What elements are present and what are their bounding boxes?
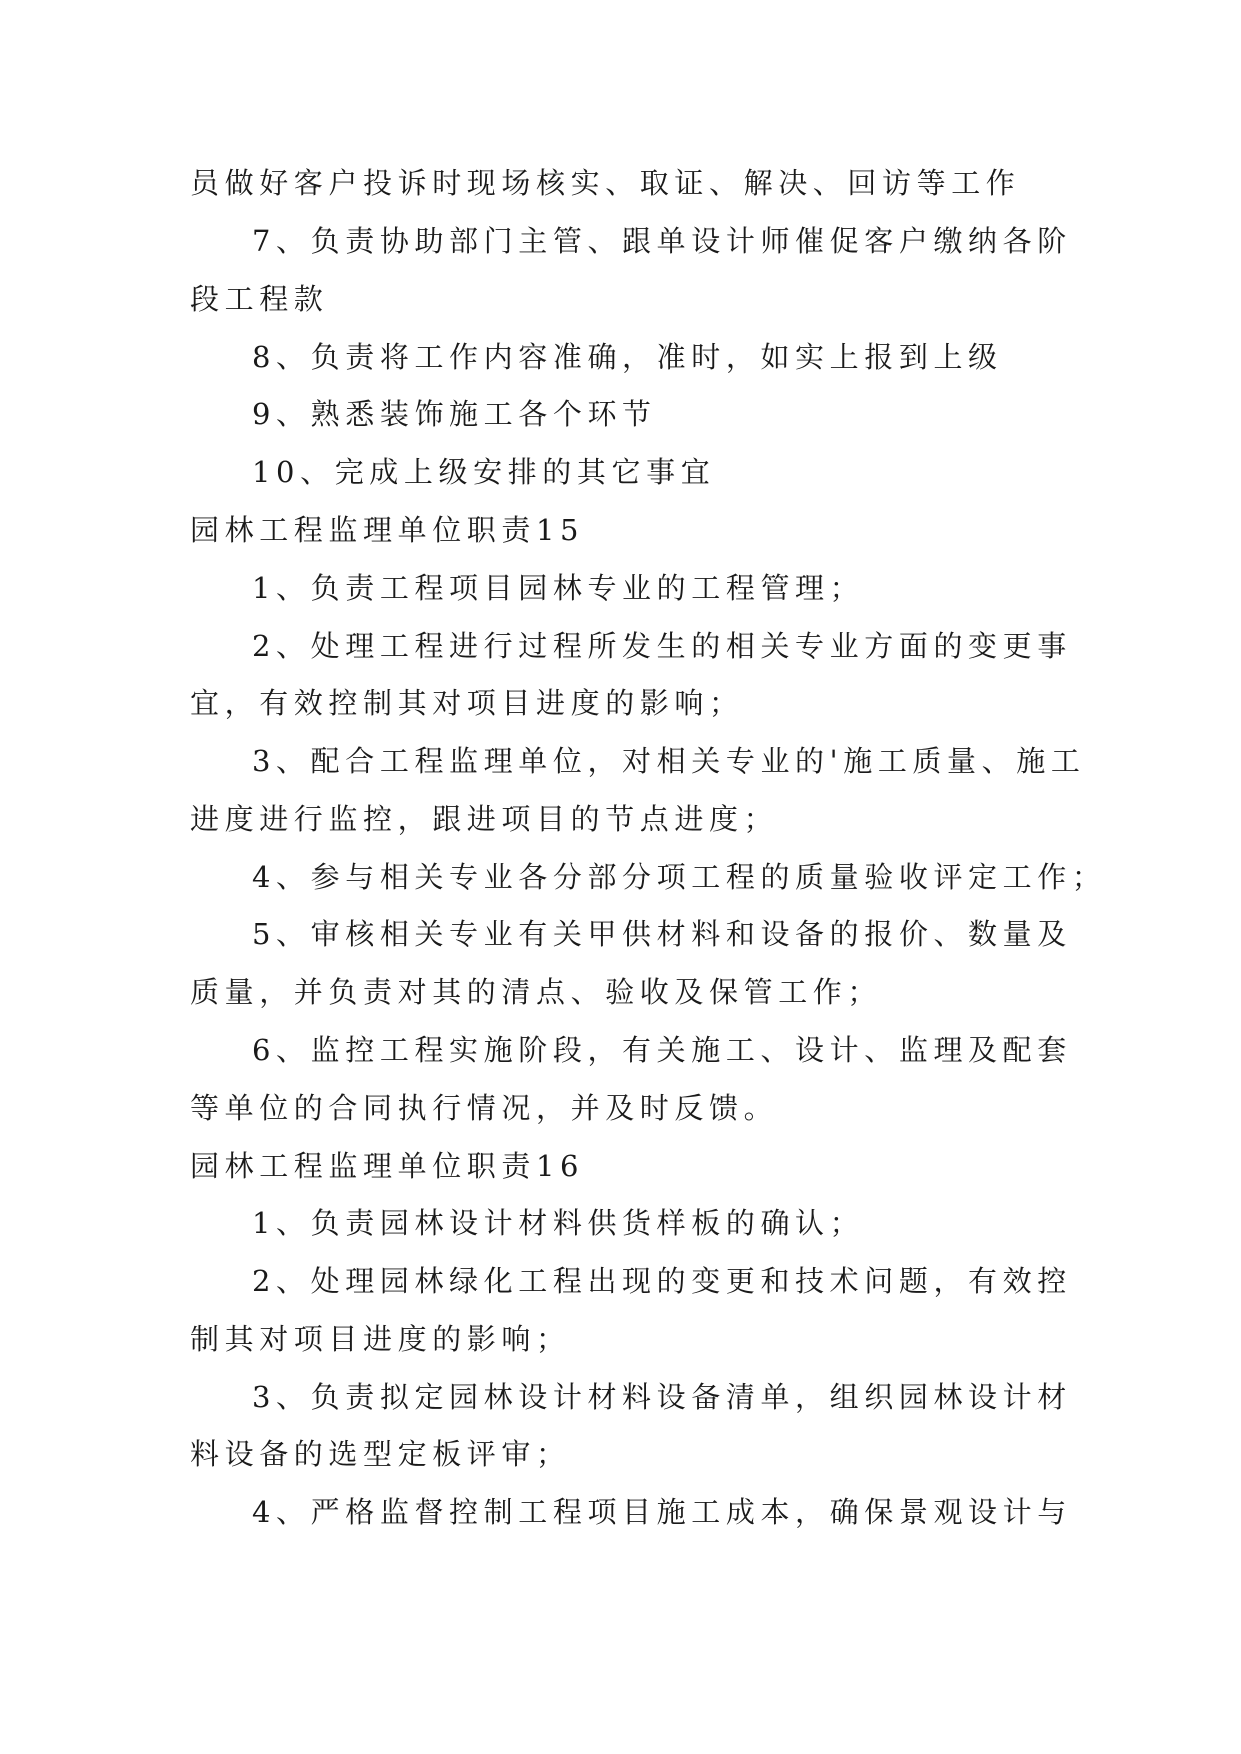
paragraph-line: 料设备的选型定板评审； (190, 1437, 571, 1471)
list-item-3: 3、配合工程监理单位，对相关专业的'施工质量、施工 (252, 744, 1086, 778)
paragraph-line: 制其对项目进度的影响； (190, 1322, 571, 1356)
list-item-4: 4、参与相关专业各分部分项工程的质量验收评定工作； (252, 860, 1107, 894)
paragraph-line: 宜，有效控制其对项目进度的影响； (190, 686, 744, 720)
list-item-10: 10、完成上级安排的其它事宜 (252, 455, 716, 489)
list-item-3: 3、负责拟定园林设计材料设备清单，组织园林设计材 (252, 1380, 1072, 1414)
list-item-8: 8、负责将工作内容准确，准时，如实上报到上级 (252, 340, 1003, 374)
section-heading-16: 园林工程监理单位职责16 (190, 1149, 585, 1183)
paragraph-line: 质量，并负责对其的清点、验收及保管工作； (190, 975, 883, 1009)
list-item-7: 7、负责协助部门主管、跟单设计师催促客户缴纳各阶 (252, 224, 1072, 258)
list-item-5: 5、审核相关专业有关甲供材料和设备的报价、数量及 (252, 917, 1072, 951)
list-item-1: 1、负责工程项目园林专业的工程管理； (252, 571, 865, 605)
paragraph-line: 等单位的合同执行情况，并及时反馈。 (190, 1091, 779, 1125)
paragraph-line: 员做好客户投诉时现场核实、取证、解决、回访等工作 (190, 166, 1021, 200)
list-item-1: 1、负责园林设计材料供货样板的确认； (252, 1206, 865, 1240)
list-item-4: 4、严格监督控制工程项目施工成本，确保景观设计与 (252, 1495, 1072, 1529)
paragraph-line: 段工程款 (190, 282, 329, 316)
paragraph-line: 进度进行监控，跟进项目的节点进度； (190, 802, 779, 836)
list-item-6: 6、监控工程实施阶段，有关施工、设计、监理及配套 (252, 1033, 1072, 1067)
section-heading-15: 园林工程监理单位职责15 (190, 513, 585, 547)
list-item-9: 9、熟悉装饰施工各个环节 (252, 397, 657, 431)
list-item-2: 2、处理园林绿化工程出现的变更和技术问题，有效控 (252, 1264, 1072, 1298)
list-item-2: 2、处理工程进行过程所发生的相关专业方面的变更事 (252, 629, 1072, 663)
